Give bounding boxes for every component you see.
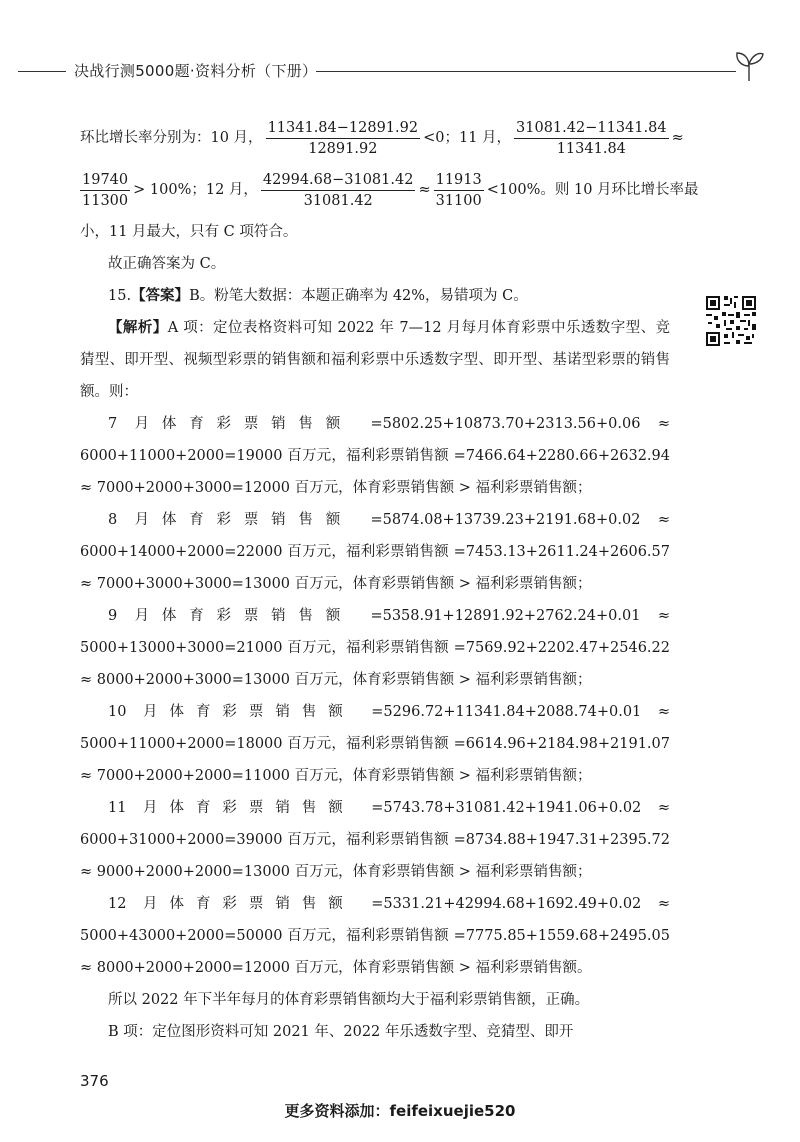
fraction <box>261 170 416 211</box>
calc-line-2 <box>80 164 699 216</box>
approx-sign: ≈ <box>418 182 431 198</box>
analysis-text: A 项：定位表格资料可知 2022 年 7—12 月每月体育彩票中乐透数字型、竞猜型、即开型、视频型彩票的销售额和福利彩票中乐透数字型、即开型、基诺型彩票的销售额。则： <box>80 320 671 400</box>
fraction-numerator: 19740 <box>80 170 130 191</box>
approx-sign: ≈ <box>671 130 684 146</box>
item-b: B 项：定位图形资料可知 2021 年、2022 年乐透数字型、竞猜型、即开 <box>108 1024 574 1040</box>
month-calc-july: 7 月体育彩票销售额 =5802.25+10873.70+2313.56+0.06 ≈ 6000+11000+2000=19000 百万元，福利彩票销售额 =7466.64+2280.66+2632.94 ≈ 7000+2000+3000=12000 百万元，体育彩票销售额 > 福利彩票销售额； <box>80 416 670 496</box>
sprout-icon <box>733 48 765 82</box>
answer-text: B。粉笔大数据：本题正确率为 42%，易错项为 C。 <box>189 288 528 304</box>
qr-code-icon <box>706 296 756 346</box>
running-header <box>0 56 800 86</box>
q15-analysis <box>80 312 670 408</box>
footer-note: 更多资料添加：feifeixuejie520 <box>284 1102 516 1120</box>
fraction-denominator: 31081.42 <box>303 192 373 209</box>
header-rule-right <box>316 71 736 72</box>
page-number: 376 <box>80 1072 109 1090</box>
month-calc-november: 11 月体育彩票销售额 =5743.78+31081.42+1941.06+0.02 ≈ 6000+31000+2000=39000 百万元，福利彩票销售额 =8734.88+1947.31+2395.72 ≈ 9000+2000+2000=13000 百万元，体育彩票销售额 > 福利彩票销售额； <box>80 800 670 880</box>
calc-text: > 100%；12 月， <box>133 182 258 198</box>
fraction-numerator: 31081.42−11341.84 <box>514 118 669 139</box>
fraction-numerator: 11341.84−12891.92 <box>266 118 421 139</box>
month-calc-august: 8 月体育彩票销售额 =5874.08+13739.23+2191.68+0.02 ≈ 6000+14000+2000=22000 百万元，福利彩票销售额 =7453.13+2611.24+2606.57 ≈ 7000+3000+3000=13000 百万元，体育彩票销售额 > 福利彩票销售额； <box>80 512 670 592</box>
conclusion: 故正确答案为 C。 <box>108 256 226 272</box>
question-number: 15. <box>108 288 132 304</box>
q15-answer <box>80 280 670 312</box>
fraction <box>80 170 130 211</box>
month-calc-december: 12 月体育彩票销售额 =5331.21+42994.68+1692.49+0.02 ≈ 5000+43000+2000=50000 百万元，福利彩票销售额 =7775.85+1559.68+2495.05 ≈ 8000+2000+2000=12000 百万元，体育彩票销售额 > 福利彩票销售额。 <box>80 896 670 976</box>
fraction <box>434 170 484 211</box>
month-calc-october: 10 月体育彩票销售额 =5296.72+11341.84+2088.74+0.01 ≈ 5000+11000+2000=18000 百万元，福利彩票销售额 =6614.96+2184.98+2191.07 ≈ 7000+2000+2000=11000 百万元，体育彩票销售额 > 福利彩票销售额； <box>80 704 670 784</box>
summary: 所以 2022 年下半年每月的体育彩票销售额均大于福利彩票销售额，正确。 <box>108 992 590 1008</box>
fraction <box>266 118 421 159</box>
month-calc-september: 9 月体育彩票销售额 =5358.91+12891.92+2762.24+0.01 ≈ 5000+13000+3000=21000 百万元，福利彩票销售额 =7569.92+2202.47+2546.22 ≈ 8000+2000+3000=13000 百万元，体育彩票销售额 > 福利彩票销售额； <box>80 608 670 688</box>
fraction-denominator: 11341.84 <box>556 140 626 157</box>
fraction-denominator: 31100 <box>435 192 482 209</box>
calc-text: <0；11 月， <box>423 130 512 146</box>
book-title: 决战行测5000题·资料分析（下册） <box>74 62 318 80</box>
page-body <box>80 112 699 1048</box>
calc-line-1 <box>80 112 684 164</box>
calc-line-3: 小，11 月最大，只有 C 项符合。 <box>80 224 298 240</box>
fraction-denominator: 11300 <box>82 192 129 209</box>
fraction-numerator: 11913 <box>434 170 484 191</box>
fraction-denominator: 12891.92 <box>308 140 378 157</box>
analysis-tag: 【解析】 <box>108 319 168 336</box>
fraction-numerator: 42994.68−31081.42 <box>261 170 416 191</box>
fraction <box>514 118 669 159</box>
answer-tag: 【答案】 <box>131 287 190 304</box>
header-rule-left <box>18 71 66 72</box>
calc-text: 环比增长率分别为：10 月， <box>80 130 263 146</box>
calc-text: <100%。则 10 月环比增长率最 <box>486 182 699 198</box>
